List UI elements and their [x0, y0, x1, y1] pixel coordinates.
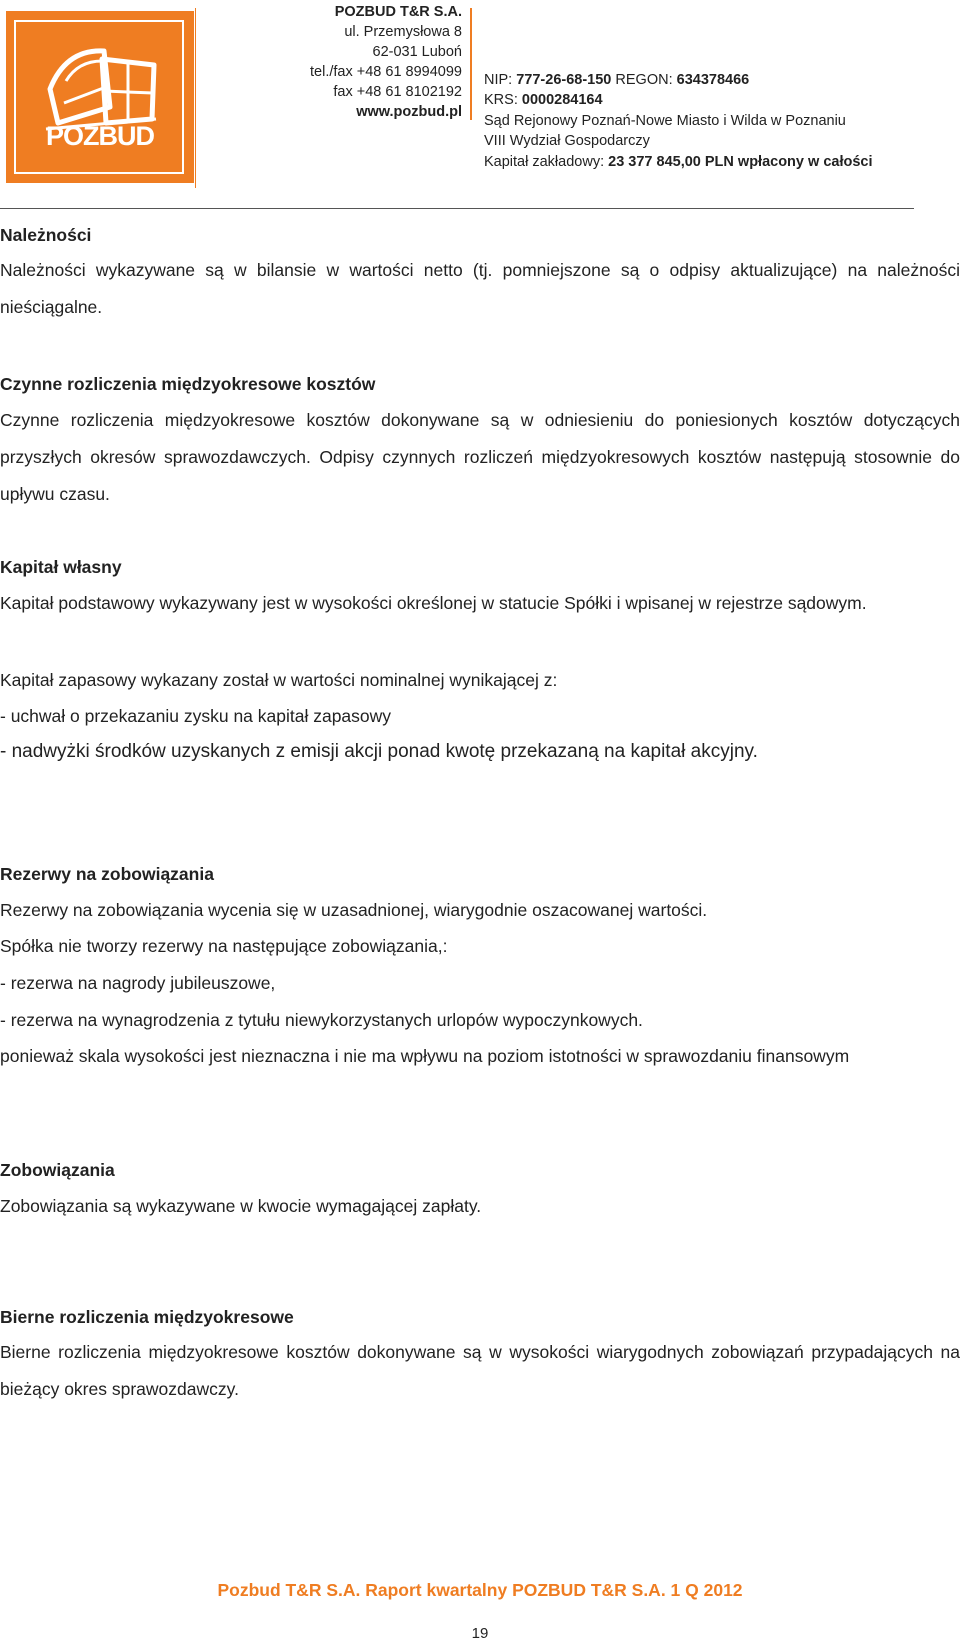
- court-line: Sąd Rejonowy Poznań-Nowe Miasto i Wilda w Poznaniu: [484, 112, 846, 129]
- page-number: 19: [471, 1625, 489, 1642]
- section-heading-bierne: Bierne rozliczenia międzyokresowe: [0, 1307, 294, 1327]
- rezerwy-line-2: Spółka nie tworzy rezerwy na następujące zobowiązania,:: [0, 936, 448, 956]
- section-heading-rezerwy: Rezerwy na zobowiązania: [0, 864, 214, 884]
- capital-line: [484, 152, 944, 172]
- logo-text: POZBUD: [46, 121, 154, 151]
- rezerwy-line-3: - rezerwa na nagrody jubileuszowe,: [0, 973, 276, 993]
- company-phone: tel./fax +48 61 8994099: [310, 64, 462, 80]
- section-text-bierne: Bierne rozliczenia międzyokresowe kosztów dokonywane są w wysokości wiarygodnych zobowiązań przypadających na bieżący okres sprawozdawczy.: [0, 1342, 960, 1399]
- section-text-naleznosci: Należności wykazywane są w bilansie w wartości netto (tj. pomniejszone są o odpisy aktualizujące) na należności nieściągalne.: [0, 260, 960, 317]
- section-text-kapital: Kapitał podstawowy wykazywany jest w wysokości określonej w statucie Spółki i wpisanej w rejestrze sądowym.: [0, 593, 867, 613]
- page-footer: Pozbud T&R S.A. Raport kwartalny POZBUD T&R S.A. 1 Q 2012: [217, 1580, 743, 1600]
- header-separator: [0, 208, 914, 209]
- company-street: ul. Przemysłowa 8: [344, 24, 462, 40]
- company-website: www.pozbud.pl: [356, 104, 462, 120]
- rezerwy-line-4: - rezerwa na wynagrodzenia z tytułu niewykorzystanych urlopów wypoczynkowych.: [0, 1010, 643, 1030]
- tax-ids-line: [484, 70, 944, 90]
- nip-value: 777-26-68-150: [516, 72, 612, 88]
- section-text-czynne: Czynne rozliczenia międzyokresowe kosztów dokonywane są w odniesieniu do poniesionych kosztów dotyczących przyszłych okresów sprawozdawczych. Odpisy czynnych rozliczeń międzyokresowych kosztów następują stosownie do upływu czasu.: [0, 410, 960, 504]
- kapital-line-3: - nadwyżki środków uzyskanych z emisji akcji ponad kwotę przekazaną na kapitał akcyjny.: [0, 741, 758, 762]
- rezerwy-line-1: Rezerwy na zobowiązania wycenia się w uzasadnionej, wiarygodnie oszacowanej wartości.: [0, 900, 708, 920]
- company-fax: fax +48 61 8102192: [333, 84, 462, 100]
- krs-line: [484, 90, 944, 110]
- krs-value: 0000284164: [521, 92, 603, 109]
- section-heading-zobowiazania: Zobowiązania: [0, 1160, 115, 1180]
- section-heading-naleznosci: Należności: [0, 225, 92, 245]
- nip-label: NIP:: [484, 72, 517, 88]
- company-city: 62-031 Luboń: [372, 44, 462, 60]
- division-line: VIII Wydział Gospodarczy: [484, 133, 650, 150]
- address-divider: [470, 8, 472, 120]
- company-name: POZBUD T&R S.A.: [334, 4, 462, 20]
- logo-divider: [195, 8, 196, 188]
- company-address: [250, 2, 462, 122]
- zobowiazania-line-1: Zobowiązania są wykazywane w kwocie wymagającej zapłaty.: [0, 1196, 482, 1216]
- capital-label: Kapitał zakładowy:: [484, 153, 609, 170]
- kapital-line-2: - uchwał o przekazaniu zysku na kapitał zapasowy: [0, 706, 392, 726]
- section-heading-czynne: Czynne rozliczenia międzyokresowe kosztów: [0, 374, 376, 394]
- capital-value: 23 377 845,00 PLN wpłacony w całości: [608, 153, 873, 170]
- company-registry: [484, 70, 944, 172]
- kapital-line-1: Kapitał zapasowy wykazany został w wartości nominalnej wynikającej z:: [0, 670, 558, 690]
- section-heading-kapital: Kapitał własny: [0, 557, 122, 577]
- section-text-rezerwy: ponieważ skala wysokości jest nieznaczna i nie ma wpływu na poziom istotności w sprawozdaniu finansowym: [0, 1046, 850, 1066]
- window-frame-icon: [6, 11, 194, 183]
- company-logo: [6, 11, 194, 183]
- regon-label: REGON:: [611, 72, 677, 88]
- krs-label: KRS:: [484, 92, 522, 109]
- regon-value: 634378466: [676, 72, 750, 88]
